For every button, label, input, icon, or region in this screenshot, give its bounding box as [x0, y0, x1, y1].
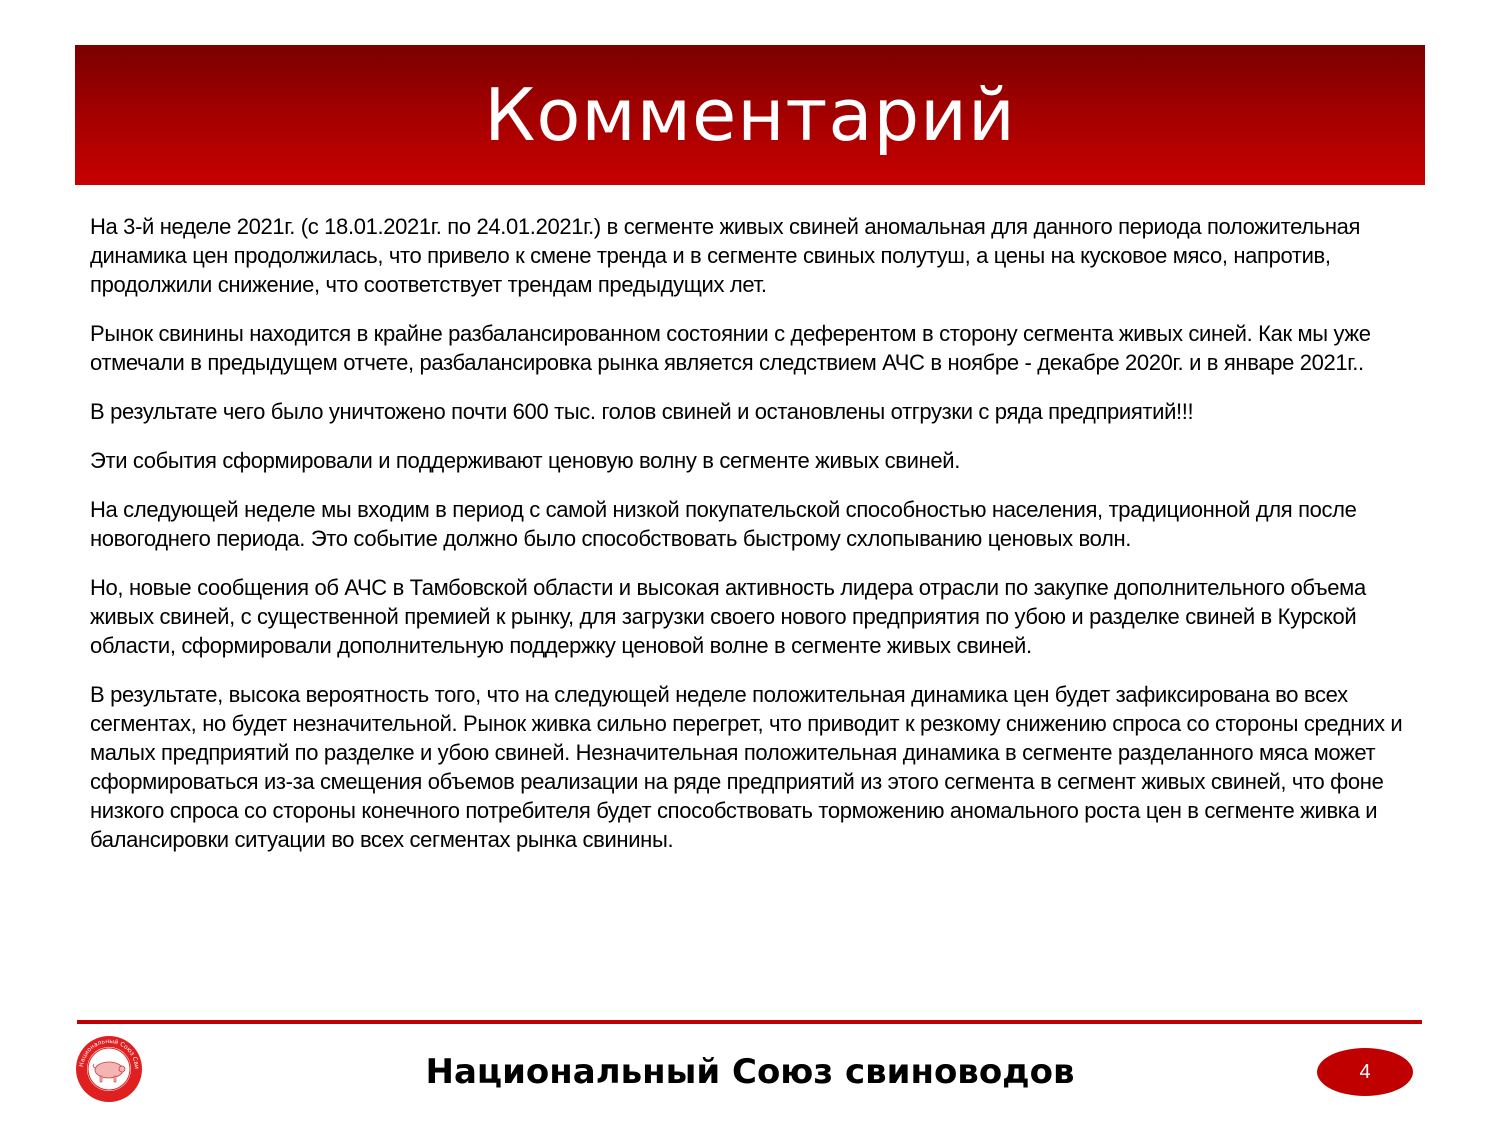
page-number: 4: [1359, 1060, 1371, 1083]
organization-name: Национальный Союз свиноводов: [425, 1052, 1075, 1092]
title-banner: [75, 45, 1425, 185]
footer-divider: [77, 1020, 1422, 1024]
page-number-badge: [1317, 1048, 1413, 1096]
paragraph: Эти события сформировали и поддерживают ценовую волну в сегменте живых свиней.: [90, 448, 960, 473]
paragraph: Но, новые сообщения об АЧС в Тамбовской области и высокая активность лидера отрасли по закупке дополнительного объема живых свиней, с существенной премией к рынку, для загрузки своего нового предприятия по убою и разделке свиней в Курской области, сформировали дополнительную поддержку ценовой волне в сегменте живых свиней.: [90, 575, 1366, 658]
paragraph: В результате чего было уничтожено почти 600 тыс. голов свиней и остановлены отгрузки с ряда предприятий!!!: [90, 399, 1194, 424]
paragraph: В результате, высока вероятность того, что на следующей неделе положительная динамика цен будет зафиксирована во всех сегментах, но будет незначительной. Рынок живка сильно перегрет, что приводит к резкому снижению спроса со стороны средних и малых предприятий по разделке и убою свиней. Незначительная положительная динамика в сегменте разделанного мяса может сформироваться из-за смещения объемов реализации на ряде предприятий из этого сегмента в сегмент живых свиней, что фоне низкого спроса со стороны конечного потребителя будет способствовать торможению аномального роста цен в сегменте живка и балансировки ситуации во всех сегментах рынка свинины.: [90, 682, 1403, 852]
page-title: Комментарий: [484, 73, 1016, 157]
paragraph: На 3-й неделе 2021г. (с 18.01.2021г. по 24.01.2021г.) в сегменте живых свиней аномальная для данного периода положительная динамика цен продолжилась, что привело к смене тренда и в сегменте свиных полутуш, а цены на кусковое мясо, напротив, продолжили снижение, что соответствует трендам предыдущих лет.: [90, 214, 1361, 297]
paragraph: На следующей неделе мы входим в период с самой низкой покупательской способностью населения, традиционной для после новогоднего периода. Это событие должно было способствовать быстрому схлопыванию ценовых волн.: [90, 497, 1357, 551]
paragraph: Рынок свинины находится в крайне разбалансированном состоянии с деферентом в сторону сегмента живых синей. Как мы уже отмечали в предыдущем отчете, разбалансировка рынка является следствием АЧС в ноябре - декабре 2020г. и в январе 2021г..: [90, 321, 1371, 375]
svg-text:Национальный Союз Свиноводов: Национальный Союз Сви: [78, 1037, 141, 1070]
comment-body: [90, 212, 1425, 874]
